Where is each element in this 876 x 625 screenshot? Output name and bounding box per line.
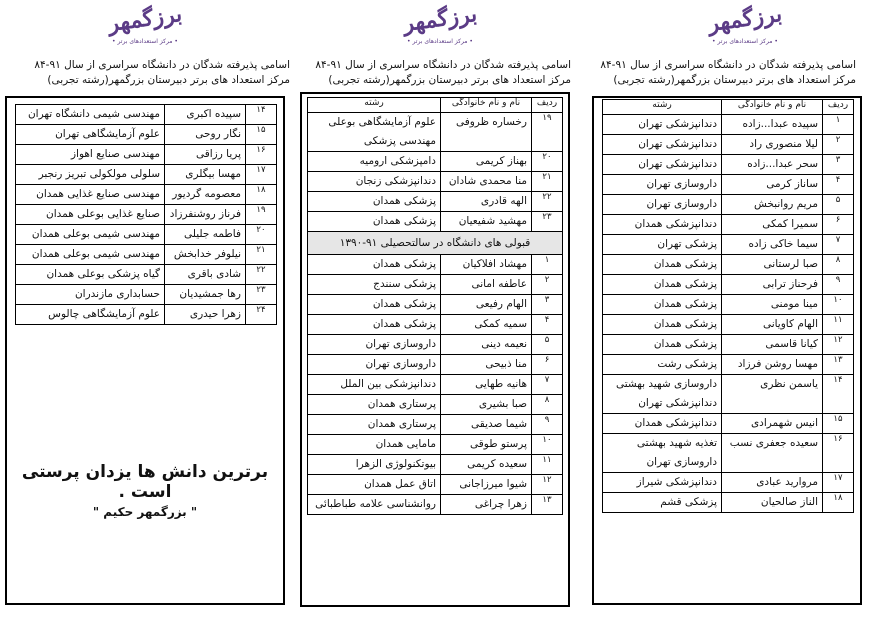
- middle-column: [295, 0, 585, 625]
- row-number: ۱۸: [246, 185, 277, 205]
- student-name: کیانا قاسمی: [722, 335, 823, 355]
- student-name: بهناز کریمی: [441, 152, 532, 172]
- student-name: فاطمه جلیلی: [165, 225, 246, 245]
- table-row: [16, 245, 277, 265]
- row-number: ۱۳: [823, 355, 854, 375]
- table-row: [308, 212, 563, 232]
- student-name: مهشید شفیعیان: [441, 212, 532, 232]
- table-row: [16, 145, 277, 165]
- study-field: پزشکی رشت: [603, 355, 722, 375]
- study-field: مهندسی شیمی دانشگاه تهران: [16, 105, 165, 125]
- study-field: مهندسی صنایع اهواز: [16, 145, 165, 165]
- row-number: ۱۰: [532, 435, 563, 455]
- table-row: [16, 265, 277, 285]
- table-row: [308, 375, 563, 395]
- row-number: ۲۰: [532, 152, 563, 172]
- table-row: [603, 235, 854, 255]
- row-number: ۱: [532, 255, 563, 275]
- study-field: پزشکی همدان: [603, 315, 722, 335]
- header-line1: اسامی پذیرفته شدگان در دانشگاه سراسری از سال ۹۱-۸۴: [34, 59, 290, 71]
- student-name: سعیده جعفری نسب: [722, 434, 823, 473]
- student-name: منا محمدی شادان: [441, 172, 532, 192]
- student-name: سمیه کمکی: [441, 315, 532, 335]
- table-row: [308, 395, 563, 415]
- student-name: مهسا بیگلری: [165, 165, 246, 185]
- study-field: بیوتکنولوژی الزهرا: [308, 455, 441, 475]
- student-name: سحر عبدا...زاده: [722, 155, 823, 175]
- table-row: [603, 215, 854, 235]
- table-row: [603, 315, 854, 335]
- header: [5, 58, 290, 88]
- study-field: پرستاری همدان: [308, 395, 441, 415]
- row-number: ۲۲: [532, 192, 563, 212]
- student-name: سیما خاکی زاده: [722, 235, 823, 255]
- table-row: [603, 473, 854, 493]
- table-row: [16, 225, 277, 245]
- name-header: نام و نام خانوادگی: [722, 100, 823, 115]
- student-name: مریم روانبخش: [722, 195, 823, 215]
- row-number: ۱۶: [823, 434, 854, 473]
- student-name: مینا مومنی: [722, 295, 823, 315]
- logo: [100, 0, 190, 52]
- row-number: ۳: [823, 155, 854, 175]
- table-row: [16, 125, 277, 145]
- row-number: ۶: [532, 355, 563, 375]
- study-field: پزشکی همدان: [308, 255, 441, 275]
- table-row: [603, 355, 854, 375]
- header-line2: مرکز استعداد های برتر دبیرستان بزرگمهر(رشته تجربی): [328, 74, 571, 86]
- logo-text: برزگمهر: [106, 0, 184, 38]
- study-field: سلولی مولکولی تبریز رنجبر: [16, 165, 165, 185]
- table-row: [308, 335, 563, 355]
- study-field: پرستاری همدان: [308, 415, 441, 435]
- study-field: صنایع غذایی بوعلی همدان: [16, 205, 165, 225]
- table-row: [603, 135, 854, 155]
- student-name: رخساره ظروفی: [441, 113, 532, 152]
- student-name: شادی باقری: [165, 265, 246, 285]
- study-field: دندانپزشکی شیراز: [603, 473, 722, 493]
- table-row: [603, 434, 854, 473]
- study-field: اتاق عمل همدان: [308, 475, 441, 495]
- study-field: پزشکی همدان: [603, 295, 722, 315]
- admissions-table-right: [602, 99, 854, 513]
- table-row: [603, 275, 854, 295]
- section-row: [308, 232, 563, 255]
- student-name: مروارید عبادی: [722, 473, 823, 493]
- row-number: ۱۴: [246, 105, 277, 125]
- row-number: ۲۱: [246, 245, 277, 265]
- study-field: داروسازی تهران: [603, 195, 722, 215]
- field-header: رشته: [308, 98, 441, 113]
- study-field: گیاه پزشکی بوعلی همدان: [16, 265, 165, 285]
- table-row: [16, 305, 277, 325]
- student-name: پریا رزاقی: [165, 145, 246, 165]
- row-number: ۹: [823, 275, 854, 295]
- table-row: [603, 195, 854, 215]
- study-field: علوم آزمایشگاهی بوعلی مهندسی پزشکی: [308, 113, 441, 152]
- section-title: قبولی های دانشگاه در سالتحصیلی ۹۱-۱۳۹۰: [308, 232, 563, 255]
- row-number: ۸: [823, 255, 854, 275]
- quote-line2: " بزرگمهر حکیم ": [92, 505, 198, 519]
- study-field: پزشکی همدان: [308, 295, 441, 315]
- header-line1: اسامی پذیرفته شدگان در دانشگاه سراسری از سال ۹۱-۸۴: [600, 59, 856, 71]
- student-name: مهشاد افلاکیان: [441, 255, 532, 275]
- table-row: [308, 152, 563, 172]
- student-name: لیلا منصوری راد: [722, 135, 823, 155]
- table-row: [603, 255, 854, 275]
- row-number: ۱۱: [532, 455, 563, 475]
- study-field: مامایی همدان: [308, 435, 441, 455]
- study-field: مهندسی شیمی بوعلی همدان: [16, 225, 165, 245]
- student-name: الهام رفیعی: [441, 295, 532, 315]
- table-row: [308, 172, 563, 192]
- name-header: نام و نام خانوادگی: [441, 98, 532, 113]
- row-number: ۲۳: [532, 212, 563, 232]
- student-name: سمیرا کمکی: [722, 215, 823, 235]
- row-number: ۷: [823, 235, 854, 255]
- row-number: ۴: [532, 315, 563, 335]
- student-name: شیما صدیقی: [441, 415, 532, 435]
- row-number: ۱۵: [823, 414, 854, 434]
- student-name: معصومه گردیور: [165, 185, 246, 205]
- logo-text: برزگمهر: [706, 0, 784, 38]
- row-number: ۲۱: [532, 172, 563, 192]
- study-field: پزشکی قشم: [603, 493, 722, 513]
- study-field: داروسازی تهران: [308, 335, 441, 355]
- study-field: دندانپزشکی بین الملل: [308, 375, 441, 395]
- study-field: دندانپزشکی همدان: [603, 215, 722, 235]
- row-number: ۱۹: [532, 113, 563, 152]
- table-row: [308, 435, 563, 455]
- row-number: ۱۸: [823, 493, 854, 513]
- table-row: [308, 355, 563, 375]
- logo-tagline: • مرکز استعدادهای برتر •: [112, 38, 178, 45]
- rank-header: ردیف: [823, 100, 854, 115]
- logo-text: برزگمهر: [401, 0, 479, 38]
- student-name: هانیه طهایی: [441, 375, 532, 395]
- admissions-table-left: [15, 104, 277, 325]
- table-row: [308, 475, 563, 495]
- study-field: تغذیه شهید بهشتی داروسازی تهران: [603, 434, 722, 473]
- study-field: پزشکی همدان: [603, 255, 722, 275]
- table-row: [16, 165, 277, 185]
- table-header-row: [308, 98, 563, 113]
- row-number: ۱۵: [246, 125, 277, 145]
- study-field: پزشکی تهران: [603, 235, 722, 255]
- row-number: ۲۴: [246, 305, 277, 325]
- left-column: [0, 0, 290, 625]
- study-field: داروسازی تهران: [308, 355, 441, 375]
- logo-tagline: • مرکز استعدادهای برتر •: [712, 38, 778, 45]
- table-row: [16, 205, 277, 225]
- study-field: داروسازی شهید بهشتی دندانپزشکی تهران: [603, 375, 722, 414]
- rank-header: ردیف: [532, 98, 563, 113]
- row-number: ۲۰: [246, 225, 277, 245]
- table-row: [308, 255, 563, 275]
- table-row: [603, 493, 854, 513]
- table-row: [16, 105, 277, 125]
- row-number: ۱۷: [246, 165, 277, 185]
- study-field: پزشکی همدان: [603, 335, 722, 355]
- student-name: عاطفه امانی: [441, 275, 532, 295]
- student-name: یاسمن نظری: [722, 375, 823, 414]
- row-number: ۱۹: [246, 205, 277, 225]
- table-row: [603, 295, 854, 315]
- table-row: [16, 285, 277, 305]
- student-name: صبا لرستانی: [722, 255, 823, 275]
- table-row: [308, 275, 563, 295]
- header-line1: اسامی پذیرفته شدگان در دانشگاه سراسری از سال ۹۱-۸۴: [315, 59, 571, 71]
- student-name: فرحناز ترابی: [722, 275, 823, 295]
- table-header-row: [603, 100, 854, 115]
- table-row: [308, 192, 563, 212]
- row-number: ۵: [532, 335, 563, 355]
- table-row: [603, 335, 854, 355]
- study-field: دندانپزشکی زنجان: [308, 172, 441, 192]
- study-field: داروسازی تهران: [603, 175, 722, 195]
- table-row: [308, 415, 563, 435]
- study-field: علوم آزمایشگاهی تهران: [16, 125, 165, 145]
- row-number: ۱۳: [532, 495, 563, 515]
- study-field: مهندسی شیمی بوعلی همدان: [16, 245, 165, 265]
- row-number: ۲: [823, 135, 854, 155]
- row-number: ۱۶: [246, 145, 277, 165]
- row-number: ۲۳: [246, 285, 277, 305]
- student-name: نیلوفر خدابخش: [165, 245, 246, 265]
- row-number: ۱: [823, 115, 854, 135]
- student-name: سپیده اکبری: [165, 105, 246, 125]
- row-number: ۳: [532, 295, 563, 315]
- table-row: [603, 115, 854, 135]
- student-name: پرستو طوقی: [441, 435, 532, 455]
- study-field: پزشکی همدان: [308, 212, 441, 232]
- row-number: ۴: [823, 175, 854, 195]
- student-name: صبا بشیری: [441, 395, 532, 415]
- student-name: الناز صالحیان: [722, 493, 823, 513]
- table-row: [603, 414, 854, 434]
- header-line2: مرکز استعداد های برتر دبیرستان بزرگمهر(رشته تجربی): [47, 74, 290, 86]
- study-field: علوم آزمایشگاهی چالوس: [16, 305, 165, 325]
- table-row: [308, 455, 563, 475]
- student-name: ساناز کرمی: [722, 175, 823, 195]
- study-field: دندانپزشکی تهران: [603, 155, 722, 175]
- student-name: زهرا حیدری: [165, 305, 246, 325]
- row-number: ۲۲: [246, 265, 277, 285]
- table-row: [308, 315, 563, 335]
- row-number: ۱۰: [823, 295, 854, 315]
- row-number: ۵: [823, 195, 854, 215]
- logo: [700, 0, 790, 52]
- admissions-table-middle: [307, 97, 563, 515]
- student-name: سعیده کریمی: [441, 455, 532, 475]
- study-field: مهندسی صنایع غذایی همدان: [16, 185, 165, 205]
- study-field: پزشکی سنندج: [308, 275, 441, 295]
- table-row: [16, 185, 277, 205]
- field-header: رشته: [603, 100, 722, 115]
- quote-line1: برترین دانش ها یزدان پرستی است .: [21, 462, 269, 502]
- student-name: شیوا میرزاجانی: [441, 475, 532, 495]
- study-field: دامپزشکی ارومیه: [308, 152, 441, 172]
- row-number: ۷: [532, 375, 563, 395]
- student-name: نعیمه دینی: [441, 335, 532, 355]
- study-field: پزشکی همدان: [603, 275, 722, 295]
- header: [301, 58, 571, 88]
- student-name: فرناز روشنفرزاد: [165, 205, 246, 225]
- study-field: دندانپزشکی تهران: [603, 115, 722, 135]
- study-field: حسابداری مازندران: [16, 285, 165, 305]
- student-name: منا ذبیحی: [441, 355, 532, 375]
- row-number: ۱۴: [823, 375, 854, 414]
- header: [591, 58, 856, 88]
- table-row: [308, 495, 563, 515]
- student-name: زهرا چراغی: [441, 495, 532, 515]
- study-field: پزشکی همدان: [308, 315, 441, 335]
- table-row: [603, 375, 854, 414]
- row-number: ۶: [823, 215, 854, 235]
- row-number: ۱۲: [532, 475, 563, 495]
- row-number: ۱۷: [823, 473, 854, 493]
- table-row: [603, 155, 854, 175]
- study-field: دندانپزشکی همدان: [603, 414, 722, 434]
- logo-tagline: • مرکز استعدادهای برتر •: [407, 38, 473, 45]
- student-name: نگار روحی: [165, 125, 246, 145]
- table-row: [603, 175, 854, 195]
- student-name: الهام کاویانی: [722, 315, 823, 335]
- row-number: ۲: [532, 275, 563, 295]
- row-number: ۸: [532, 395, 563, 415]
- row-number: ۹: [532, 415, 563, 435]
- study-field: پزشکی همدان: [308, 192, 441, 212]
- logo: [395, 0, 485, 52]
- table-row: [308, 113, 563, 152]
- row-number: ۱۲: [823, 335, 854, 355]
- student-name: مهسا روشن فرزاد: [722, 355, 823, 375]
- table-row: [308, 295, 563, 315]
- study-field: روانشناسی علامه طباطبائی: [308, 495, 441, 515]
- study-field: دندانپزشکی تهران: [603, 135, 722, 155]
- student-name: الهه قادری: [441, 192, 532, 212]
- student-name: رها جمشیدیان: [165, 285, 246, 305]
- row-number: ۱۱: [823, 315, 854, 335]
- right-column: [588, 0, 876, 625]
- student-name: انیس شهمرادی: [722, 414, 823, 434]
- student-name: سپیده عبدا...زاده: [722, 115, 823, 135]
- header-line2: مرکز استعداد های برتر دبیرستان بزرگمهر(رشته تجربی): [613, 74, 856, 86]
